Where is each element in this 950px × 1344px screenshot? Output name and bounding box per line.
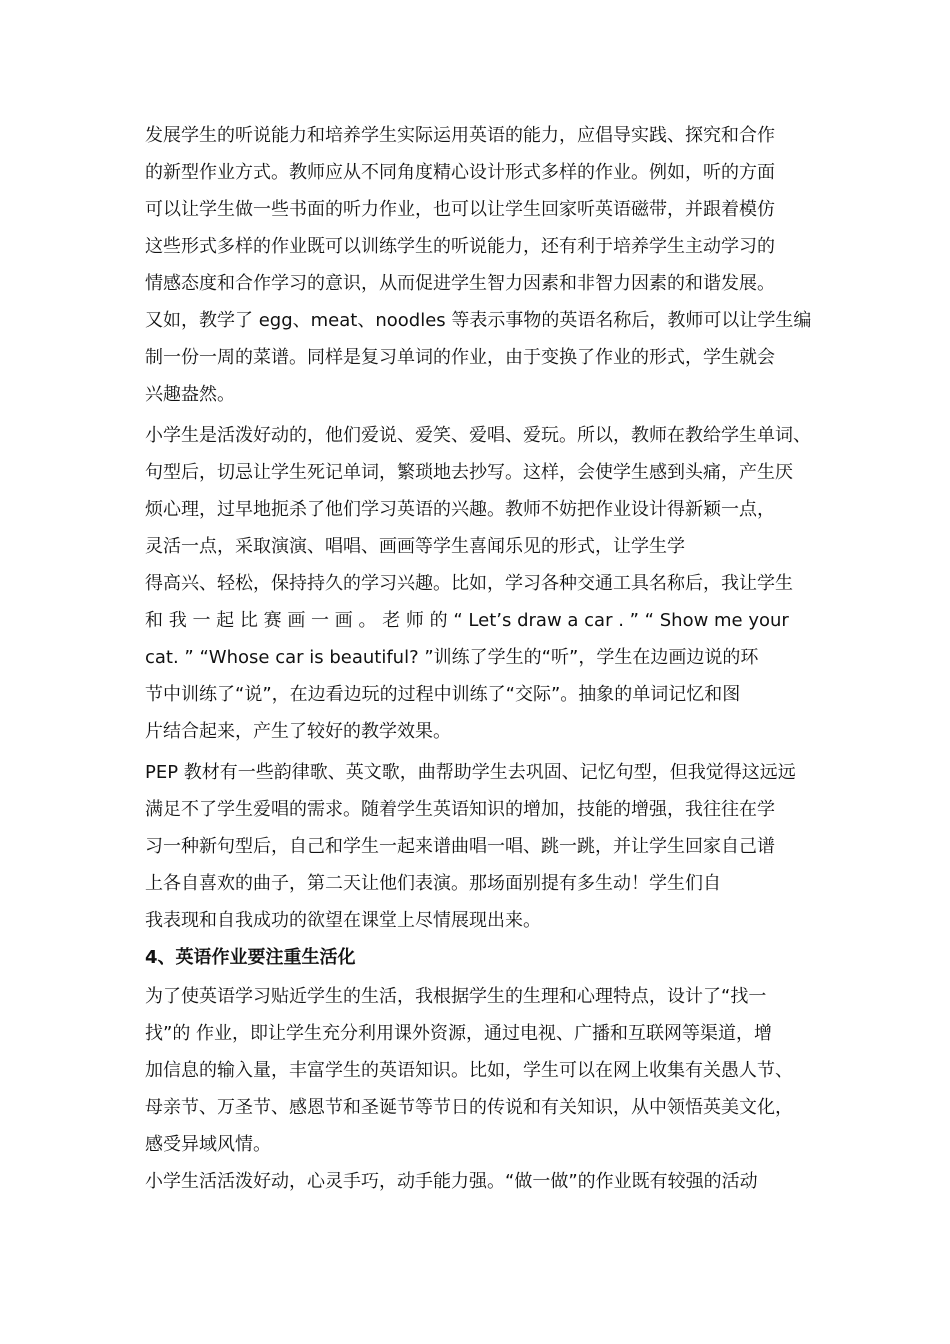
paragraph-line: 小学生是活泼好动的，他们爱说、爱笑、爱唱、爱玩。所以，教师在教给学生单词、 [145, 425, 811, 446]
paragraph-line: 我表现和自我成功的欲望在课堂上尽情展现出来。 [145, 910, 541, 931]
paragraph-line: 可以让学生做一些书面的听力作业，也可以让学生回家听英语磁带，并跟着模仿 [145, 199, 775, 220]
paragraph-line: 句型后，切忌让学生死记单词，繁琐地去抄写。这样，会使学生感到头痛，产生厌 [145, 462, 793, 483]
paragraph-line: 的新型作业方式。教师应从不同角度精心设计形式多样的作业。例如，听的方面 [145, 162, 775, 183]
paragraph-line: PEP 教材有一些韵律歌、英文歌，曲帮助学生去巩固、记忆句型，但我觉得这远远 [145, 762, 796, 783]
paragraph-line: 习一种新句型后，自己和学生一起来谱曲唱一唱、跳一跳，并让学生回家自己谱 [145, 836, 775, 857]
paragraph-line: 兴趣盎然。 [145, 384, 235, 405]
paragraph-line: 制一份一周的菜谱。同样是复习单词的作业，由于变换了作业的形式，学生就会 [145, 347, 775, 368]
paragraph-line: cat. ” “Whose car is beautiful? ”训练了学生的“听”，学生在边画边说的环 [145, 647, 759, 668]
paragraph-line: 得高兴、轻松，保持持久的学习兴趣。比如，学习各种交通工具名称后，我让学生 [145, 573, 793, 594]
paragraph-line: 加信息的输入量，丰富学生的英语知识。比如，学生可以在网上收集有关愚人节、 [145, 1060, 793, 1081]
paragraph-line: 节中训练了“说”，在边看边玩的过程中训练了“交际”。抽象的单词记忆和图 [145, 684, 741, 705]
paragraph-line: 找”的 作业，即让学生充分利用课外资源，通过电视、广播和互联网等渠道，增 [145, 1023, 773, 1044]
paragraph-line: 母亲节、万圣节、感恩节和圣诞节等节日的传说和有关知识，从中领悟英美文化， [145, 1097, 793, 1118]
paragraph-line: 这些形式多样的作业既可以训练学生的听说能力，还有利于培养学生主动学习的 [145, 236, 775, 257]
section-heading: 4、英语作业要注重生活化 [145, 947, 356, 968]
paragraph-line: 满足不了学生爱唱的需求。随着学生英语知识的增加，技能的增强，我往往在学 [145, 799, 775, 820]
paragraph-line: 感受异域风情。 [145, 1134, 271, 1155]
paragraph-line: 上各自喜欢的曲子，第二天让他们表演。那场面别提有多生动！学生们自 [145, 873, 721, 894]
paragraph-line: 片结合起来，产生了较好的教学效果。 [145, 721, 451, 742]
paragraph-line: 发展学生的听说能力和培养学生实际运用英语的能力，应倡导实践、探究和合作 [145, 125, 775, 146]
paragraph-line: 和 我 一 起 比 赛 画 一 画 。 老 师 的 “ Let’s draw a car . ” “ Show me your [145, 610, 789, 631]
paragraph-line: 小学生活活泼好动，心灵手巧，动手能力强。“做一做”的作业既有较强的活动 [145, 1171, 758, 1192]
paragraph-line: 灵活一点，采取演演、唱唱、画画等学生喜闻乐见的形式，让学生学 [145, 536, 685, 557]
paragraph-line: 为了使英语学习贴近学生的生活，我根据学生的生理和心理特点，设计了“找一 [145, 986, 767, 1007]
paragraph-line: 情感态度和合作学习的意识，从而促进学生智力因素和非智力因素的和谐发展。 [145, 273, 775, 294]
paragraph-line: 烦心理，过早地扼杀了他们学习英语的兴趣。教师不妨把作业设计得新颖一点， [145, 499, 775, 520]
paragraph-line: 又如，教学了 egg、meat、noodles 等表示事物的英语名称后，教师可以让学生编 [145, 310, 812, 331]
